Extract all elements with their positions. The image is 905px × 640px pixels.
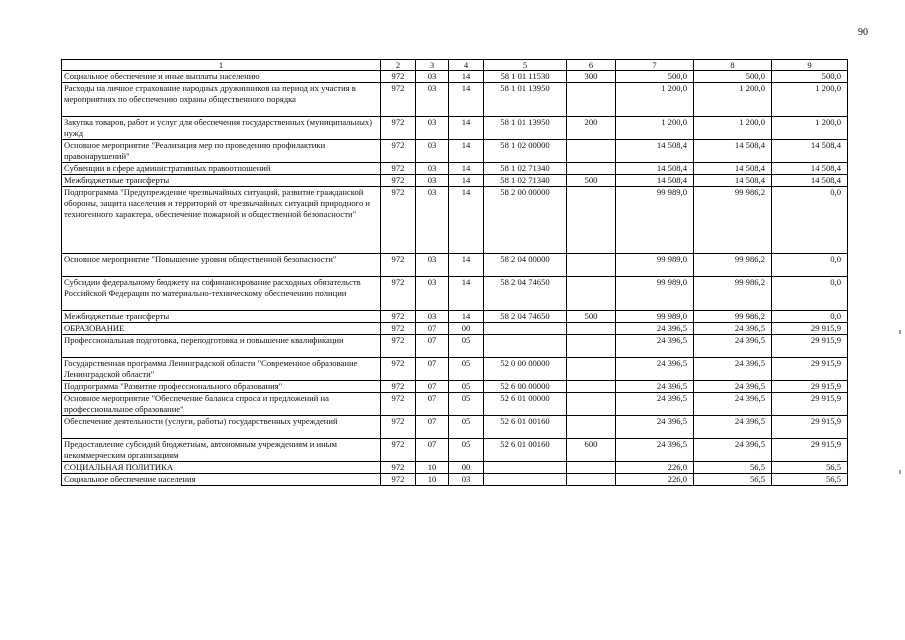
table-row <box>62 358 848 381</box>
cell-section: 03 <box>416 71 449 83</box>
row-name: ОБРАЗОВАНИЕ <box>62 323 381 335</box>
table-row <box>62 323 848 335</box>
cell-amount-col9: 0,0 <box>772 254 848 277</box>
cell-amount-col7: 24 396,5 <box>616 358 694 381</box>
table-row <box>62 71 848 83</box>
cell-target-code: 58 2 04 74650 <box>484 277 567 311</box>
cell-amount-col9: 29 915,9 <box>772 323 848 335</box>
table-row <box>62 140 848 163</box>
cell-subsection: 14 <box>449 71 484 83</box>
table-row <box>62 381 848 393</box>
cell-section: 07 <box>416 393 449 416</box>
cell-amount-col9: 14 508,4 <box>772 175 848 187</box>
cell-ministry-code: 972 <box>381 381 416 393</box>
cell-amount-col8: 24 396,5 <box>694 416 772 439</box>
cell-amount-col8: 14 508,4 <box>694 140 772 163</box>
cell-amount-col8: 24 396,5 <box>694 439 772 462</box>
cell-section: 03 <box>416 187 449 254</box>
cell-amount-col7: 14 508,4 <box>616 140 694 163</box>
cell-amount-col7: 1 200,0 <box>616 117 694 140</box>
cell-expense-type <box>567 83 616 117</box>
cell-ministry-code: 972 <box>381 140 416 163</box>
cell-expense-type <box>567 474 616 486</box>
cell-amount-col9: 56,5 <box>772 474 848 486</box>
row-name: Межбюджетные трансферты <box>62 311 381 323</box>
cell-section: 07 <box>416 381 449 393</box>
column-header: 9 <box>772 60 848 71</box>
cell-section: 03 <box>416 254 449 277</box>
cell-ministry-code: 972 <box>381 439 416 462</box>
cell-section: 03 <box>416 175 449 187</box>
column-header: 1 <box>62 60 381 71</box>
row-name: Государственная программа Ленинградской области "Современное образование Ленинградской области" <box>62 358 381 381</box>
cell-ministry-code: 972 <box>381 335 416 358</box>
cell-expense-type <box>567 254 616 277</box>
cell-amount-col7: 99 989,0 <box>616 254 694 277</box>
cell-amount-col9: 1 200,0 <box>772 117 848 140</box>
cell-ministry-code: 972 <box>381 71 416 83</box>
cell-expense-type: 500 <box>567 311 616 323</box>
cell-amount-col8: 24 396,5 <box>694 323 772 335</box>
cell-section: 03 <box>416 163 449 175</box>
cell-amount-col8: 56,5 <box>694 474 772 486</box>
cell-subsection: 14 <box>449 187 484 254</box>
cell-expense-type <box>567 163 616 175</box>
cell-target-code: 58 1 01 13950 <box>484 83 567 117</box>
cell-section: 10 <box>416 462 449 474</box>
cell-target-code: 58 2 04 74650 <box>484 311 567 323</box>
cell-target-code: 52 6 00 00000 <box>484 381 567 393</box>
cell-amount-col7: 24 396,5 <box>616 335 694 358</box>
row-name: Субвенции в сфере административных правоотношений <box>62 163 381 175</box>
cell-amount-col9: 29 915,9 <box>772 335 848 358</box>
table-row <box>62 187 848 254</box>
table-row <box>62 83 848 117</box>
cell-subsection: 05 <box>449 335 484 358</box>
row-name: Закупка товаров, работ и услуг для обеспечения государственных (муниципальных) нужд <box>62 117 381 140</box>
cell-expense-type <box>567 416 616 439</box>
table-header-row <box>62 60 848 71</box>
cell-expense-type <box>567 140 616 163</box>
column-header: 8 <box>694 60 772 71</box>
cell-subsection: 05 <box>449 393 484 416</box>
cell-section: 07 <box>416 323 449 335</box>
table-row <box>62 311 848 323</box>
cell-amount-col7: 500,0 <box>616 71 694 83</box>
row-name: Подпрограмма "Предупреждение чрезвычайных ситуаций, развитие гражданской обороны, защита населения и территорий от чрезвычайных ситуаций природного и техногенного характера, обеспечение пожарной и общественной безопасности" <box>62 187 381 254</box>
cell-amount-col8: 14 508,4 <box>694 175 772 187</box>
cell-target-code: 52 6 01 00000 <box>484 393 567 416</box>
cell-ministry-code: 972 <box>381 393 416 416</box>
cell-amount-col8: 24 396,5 <box>694 381 772 393</box>
cell-target-code: 52 0 00 00000 <box>484 358 567 381</box>
cell-expense-type <box>567 277 616 311</box>
table-row <box>62 416 848 439</box>
page-number: 90 <box>858 27 868 38</box>
cell-amount-col9: 29 915,9 <box>772 393 848 416</box>
cell-amount-col8: 500,0 <box>694 71 772 83</box>
cell-section: 07 <box>416 358 449 381</box>
cell-amount-col8: 99 986,2 <box>694 254 772 277</box>
row-name: Профессиональная подготовка, переподготовка и повышение квалификации <box>62 335 381 358</box>
cell-expense-type: 200 <box>567 117 616 140</box>
scan-mark <box>899 470 901 474</box>
cell-subsection: 14 <box>449 140 484 163</box>
cell-subsection: 14 <box>449 254 484 277</box>
cell-section: 07 <box>416 416 449 439</box>
cell-amount-col9: 29 915,9 <box>772 381 848 393</box>
cell-ministry-code: 972 <box>381 474 416 486</box>
cell-amount-col7: 24 396,5 <box>616 381 694 393</box>
row-name: Межбюджетные трансферты <box>62 175 381 187</box>
cell-amount-col9: 500,0 <box>772 71 848 83</box>
cell-section: 07 <box>416 439 449 462</box>
cell-ministry-code: 972 <box>381 462 416 474</box>
table-row <box>62 462 848 474</box>
cell-amount-col7: 24 396,5 <box>616 323 694 335</box>
cell-target-code: 58 1 01 11530 <box>484 71 567 83</box>
column-header: 6 <box>567 60 616 71</box>
cell-section: 03 <box>416 83 449 117</box>
cell-target-code <box>484 323 567 335</box>
cell-target-code: 58 1 02 71340 <box>484 175 567 187</box>
column-header: 4 <box>449 60 484 71</box>
cell-expense-type <box>567 323 616 335</box>
cell-subsection: 05 <box>449 358 484 381</box>
cell-expense-type <box>567 335 616 358</box>
cell-target-code <box>484 474 567 486</box>
cell-section: 03 <box>416 117 449 140</box>
cell-ministry-code: 972 <box>381 416 416 439</box>
cell-amount-col7: 1 200,0 <box>616 83 694 117</box>
cell-ministry-code: 972 <box>381 175 416 187</box>
cell-expense-type: 600 <box>567 439 616 462</box>
cell-amount-col8: 56,5 <box>694 462 772 474</box>
cell-ministry-code: 972 <box>381 254 416 277</box>
column-header: 2 <box>381 60 416 71</box>
cell-subsection: 05 <box>449 439 484 462</box>
cell-target-code: 52 6 01 00160 <box>484 416 567 439</box>
cell-expense-type <box>567 381 616 393</box>
scan-mark <box>899 330 901 334</box>
cell-amount-col7: 24 396,5 <box>616 439 694 462</box>
table-row <box>62 277 848 311</box>
cell-subsection: 14 <box>449 277 484 311</box>
cell-expense-type: 300 <box>567 71 616 83</box>
cell-expense-type: 500 <box>567 175 616 187</box>
cell-amount-col9: 0,0 <box>772 187 848 254</box>
cell-target-code: 58 1 01 13950 <box>484 117 567 140</box>
cell-ministry-code: 972 <box>381 163 416 175</box>
row-name: СОЦИАЛЬНАЯ ПОЛИТИКА <box>62 462 381 474</box>
cell-section: 10 <box>416 474 449 486</box>
table-row <box>62 117 848 140</box>
cell-target-code: 58 2 04 00000 <box>484 254 567 277</box>
cell-amount-col9: 14 508,4 <box>772 163 848 175</box>
cell-amount-col7: 226,0 <box>616 462 694 474</box>
cell-subsection: 05 <box>449 381 484 393</box>
cell-subsection: 03 <box>449 474 484 486</box>
cell-amount-col9: 0,0 <box>772 277 848 311</box>
cell-subsection: 14 <box>449 175 484 187</box>
column-header: 7 <box>616 60 694 71</box>
cell-amount-col9: 29 915,9 <box>772 358 848 381</box>
cell-section: 03 <box>416 140 449 163</box>
row-name: Основное мероприятие "Повышение уровня общественной безопасности" <box>62 254 381 277</box>
cell-amount-col7: 24 396,5 <box>616 393 694 416</box>
cell-ministry-code: 972 <box>381 83 416 117</box>
cell-amount-col8: 1 200,0 <box>694 83 772 117</box>
table-row <box>62 474 848 486</box>
cell-ministry-code: 972 <box>381 311 416 323</box>
row-name: Социальное обеспечение населения <box>62 474 381 486</box>
cell-expense-type <box>567 187 616 254</box>
budget-table <box>61 59 848 486</box>
cell-target-code: 52 6 01 00160 <box>484 439 567 462</box>
column-header: 3 <box>416 60 449 71</box>
cell-ministry-code: 972 <box>381 323 416 335</box>
cell-subsection: 14 <box>449 163 484 175</box>
cell-section: 03 <box>416 277 449 311</box>
cell-ministry-code: 972 <box>381 277 416 311</box>
cell-ministry-code: 972 <box>381 187 416 254</box>
row-name: Подпрограмма "Развитие профессионального образования" <box>62 381 381 393</box>
cell-amount-col7: 226,0 <box>616 474 694 486</box>
row-name: Основное мероприятие "Реализация мер по проведению профилактики правонарушений" <box>62 140 381 163</box>
row-name: Социальное обеспечение и иные выплаты населению <box>62 71 381 83</box>
cell-amount-col7: 24 396,5 <box>616 416 694 439</box>
table-row <box>62 439 848 462</box>
cell-amount-col9: 1 200,0 <box>772 83 848 117</box>
cell-target-code <box>484 462 567 474</box>
cell-subsection: 05 <box>449 416 484 439</box>
cell-subsection: 00 <box>449 323 484 335</box>
cell-amount-col8: 1 200,0 <box>694 117 772 140</box>
cell-expense-type <box>567 462 616 474</box>
column-header: 5 <box>484 60 567 71</box>
cell-amount-col8: 99 986,2 <box>694 187 772 254</box>
cell-amount-col8: 24 396,5 <box>694 393 772 416</box>
cell-amount-col7: 14 508,4 <box>616 163 694 175</box>
cell-section: 07 <box>416 335 449 358</box>
table-row <box>62 254 848 277</box>
cell-target-code: 58 2 00 00000 <box>484 187 567 254</box>
cell-amount-col7: 99 989,0 <box>616 277 694 311</box>
cell-target-code <box>484 335 567 358</box>
cell-amount-col9: 14 508,4 <box>772 140 848 163</box>
cell-subsection: 14 <box>449 311 484 323</box>
cell-target-code: 58 1 02 00000 <box>484 140 567 163</box>
table-row <box>62 175 848 187</box>
cell-amount-col8: 99 986,2 <box>694 277 772 311</box>
row-name: Субсидии федеральному бюджету на софинансирование расходных обязательств Российской Федерации по материально-техническому обеспечению полиции <box>62 277 381 311</box>
cell-subsection: 14 <box>449 83 484 117</box>
cell-amount-col8: 14 508,4 <box>694 163 772 175</box>
cell-expense-type <box>567 358 616 381</box>
table-row <box>62 335 848 358</box>
cell-target-code: 58 1 02 71340 <box>484 163 567 175</box>
cell-ministry-code: 972 <box>381 358 416 381</box>
cell-amount-col8: 99 986,2 <box>694 311 772 323</box>
cell-amount-col7: 99 989,0 <box>616 187 694 254</box>
cell-amount-col7: 14 508,4 <box>616 175 694 187</box>
cell-amount-col7: 99 989,0 <box>616 311 694 323</box>
cell-amount-col9: 56,5 <box>772 462 848 474</box>
cell-amount-col9: 0,0 <box>772 311 848 323</box>
cell-expense-type <box>567 393 616 416</box>
cell-ministry-code: 972 <box>381 117 416 140</box>
row-name: Основное мероприятие "Обеспечение баланса спроса и предложений на профессиональное образование" <box>62 393 381 416</box>
cell-amount-col9: 29 915,9 <box>772 439 848 462</box>
cell-subsection: 00 <box>449 462 484 474</box>
cell-subsection: 14 <box>449 117 484 140</box>
cell-amount-col8: 24 396,5 <box>694 335 772 358</box>
table-row <box>62 163 848 175</box>
row-name: Предоставление субсидий бюджетным, автономным учреждениям и иным некоммерческим организациям <box>62 439 381 462</box>
table-row <box>62 393 848 416</box>
cell-section: 03 <box>416 311 449 323</box>
row-name: Расходы на личное страхование народных дружинников на период их участия в мероприятиях по обеспечению охраны общественного порядка <box>62 83 381 117</box>
cell-amount-col9: 29 915,9 <box>772 416 848 439</box>
row-name: Обеспечение деятельности (услуги, работы) государственных учреждений <box>62 416 381 439</box>
cell-amount-col8: 24 396,5 <box>694 358 772 381</box>
